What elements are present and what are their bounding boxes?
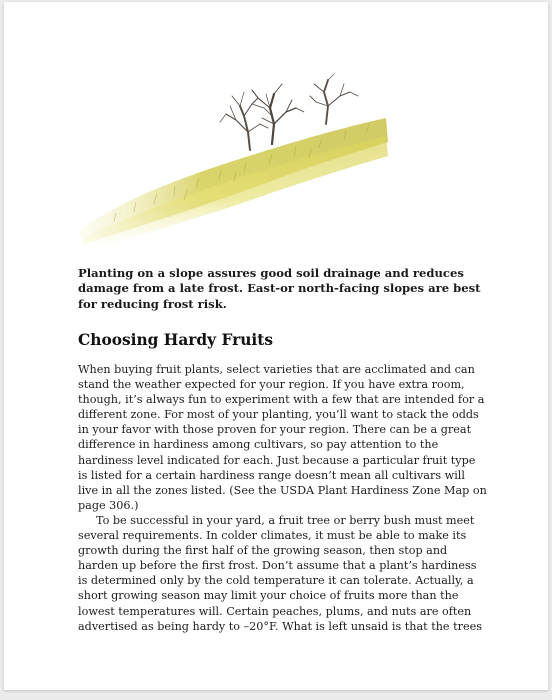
figure-caption: Planting on a slope assures good soil drainage and reduces damage from a late frost. East-or north-facing slopes are best for reducing frost risk. (78, 266, 481, 311)
hillside-trees-illustration (74, 72, 394, 252)
tree-center (252, 84, 304, 144)
body-text (78, 362, 488, 634)
section-heading: Choosing Hardy Fruits (78, 331, 274, 349)
book-page (4, 2, 548, 690)
body-paragraph: To be successful in your yard, a fruit tree or berry bush must meet several requirements. In colder climates, it must be able to make its growth during the first half of the growing season, then stop and harden up before the first frost. Don’t assume that a plant’s hardiness is determined only by the cold temperature it can tolerate. Actually, a short growing season may limit your choice of fruits more than the lowest temperatures will. Certain peaches, plums, and nuts are often advertised as being hardy to –20°F. What is left unsaid is that the trees (78, 513, 482, 633)
tree-right (310, 74, 358, 124)
tree-left (220, 92, 272, 150)
body-paragraph: When buying fruit plants, select varieties that are acclimated and can stand the weather expected for your region. If you have extra room, though, it’s always fun to experiment with a few that are intended for a different zone. For most of your planting, you’ll want to stack the odds in your favor with those proven for your region. There can be a great difference in hardiness among cultivars, so pay attention to the hardiness level indicated for each. Just because a particular fruit type is listed for a certain hardiness range doesn’t mean all cultivars will live in all the zones listed. (See the USDA Plant Hardiness Zone Map on page 306.) (78, 363, 487, 512)
